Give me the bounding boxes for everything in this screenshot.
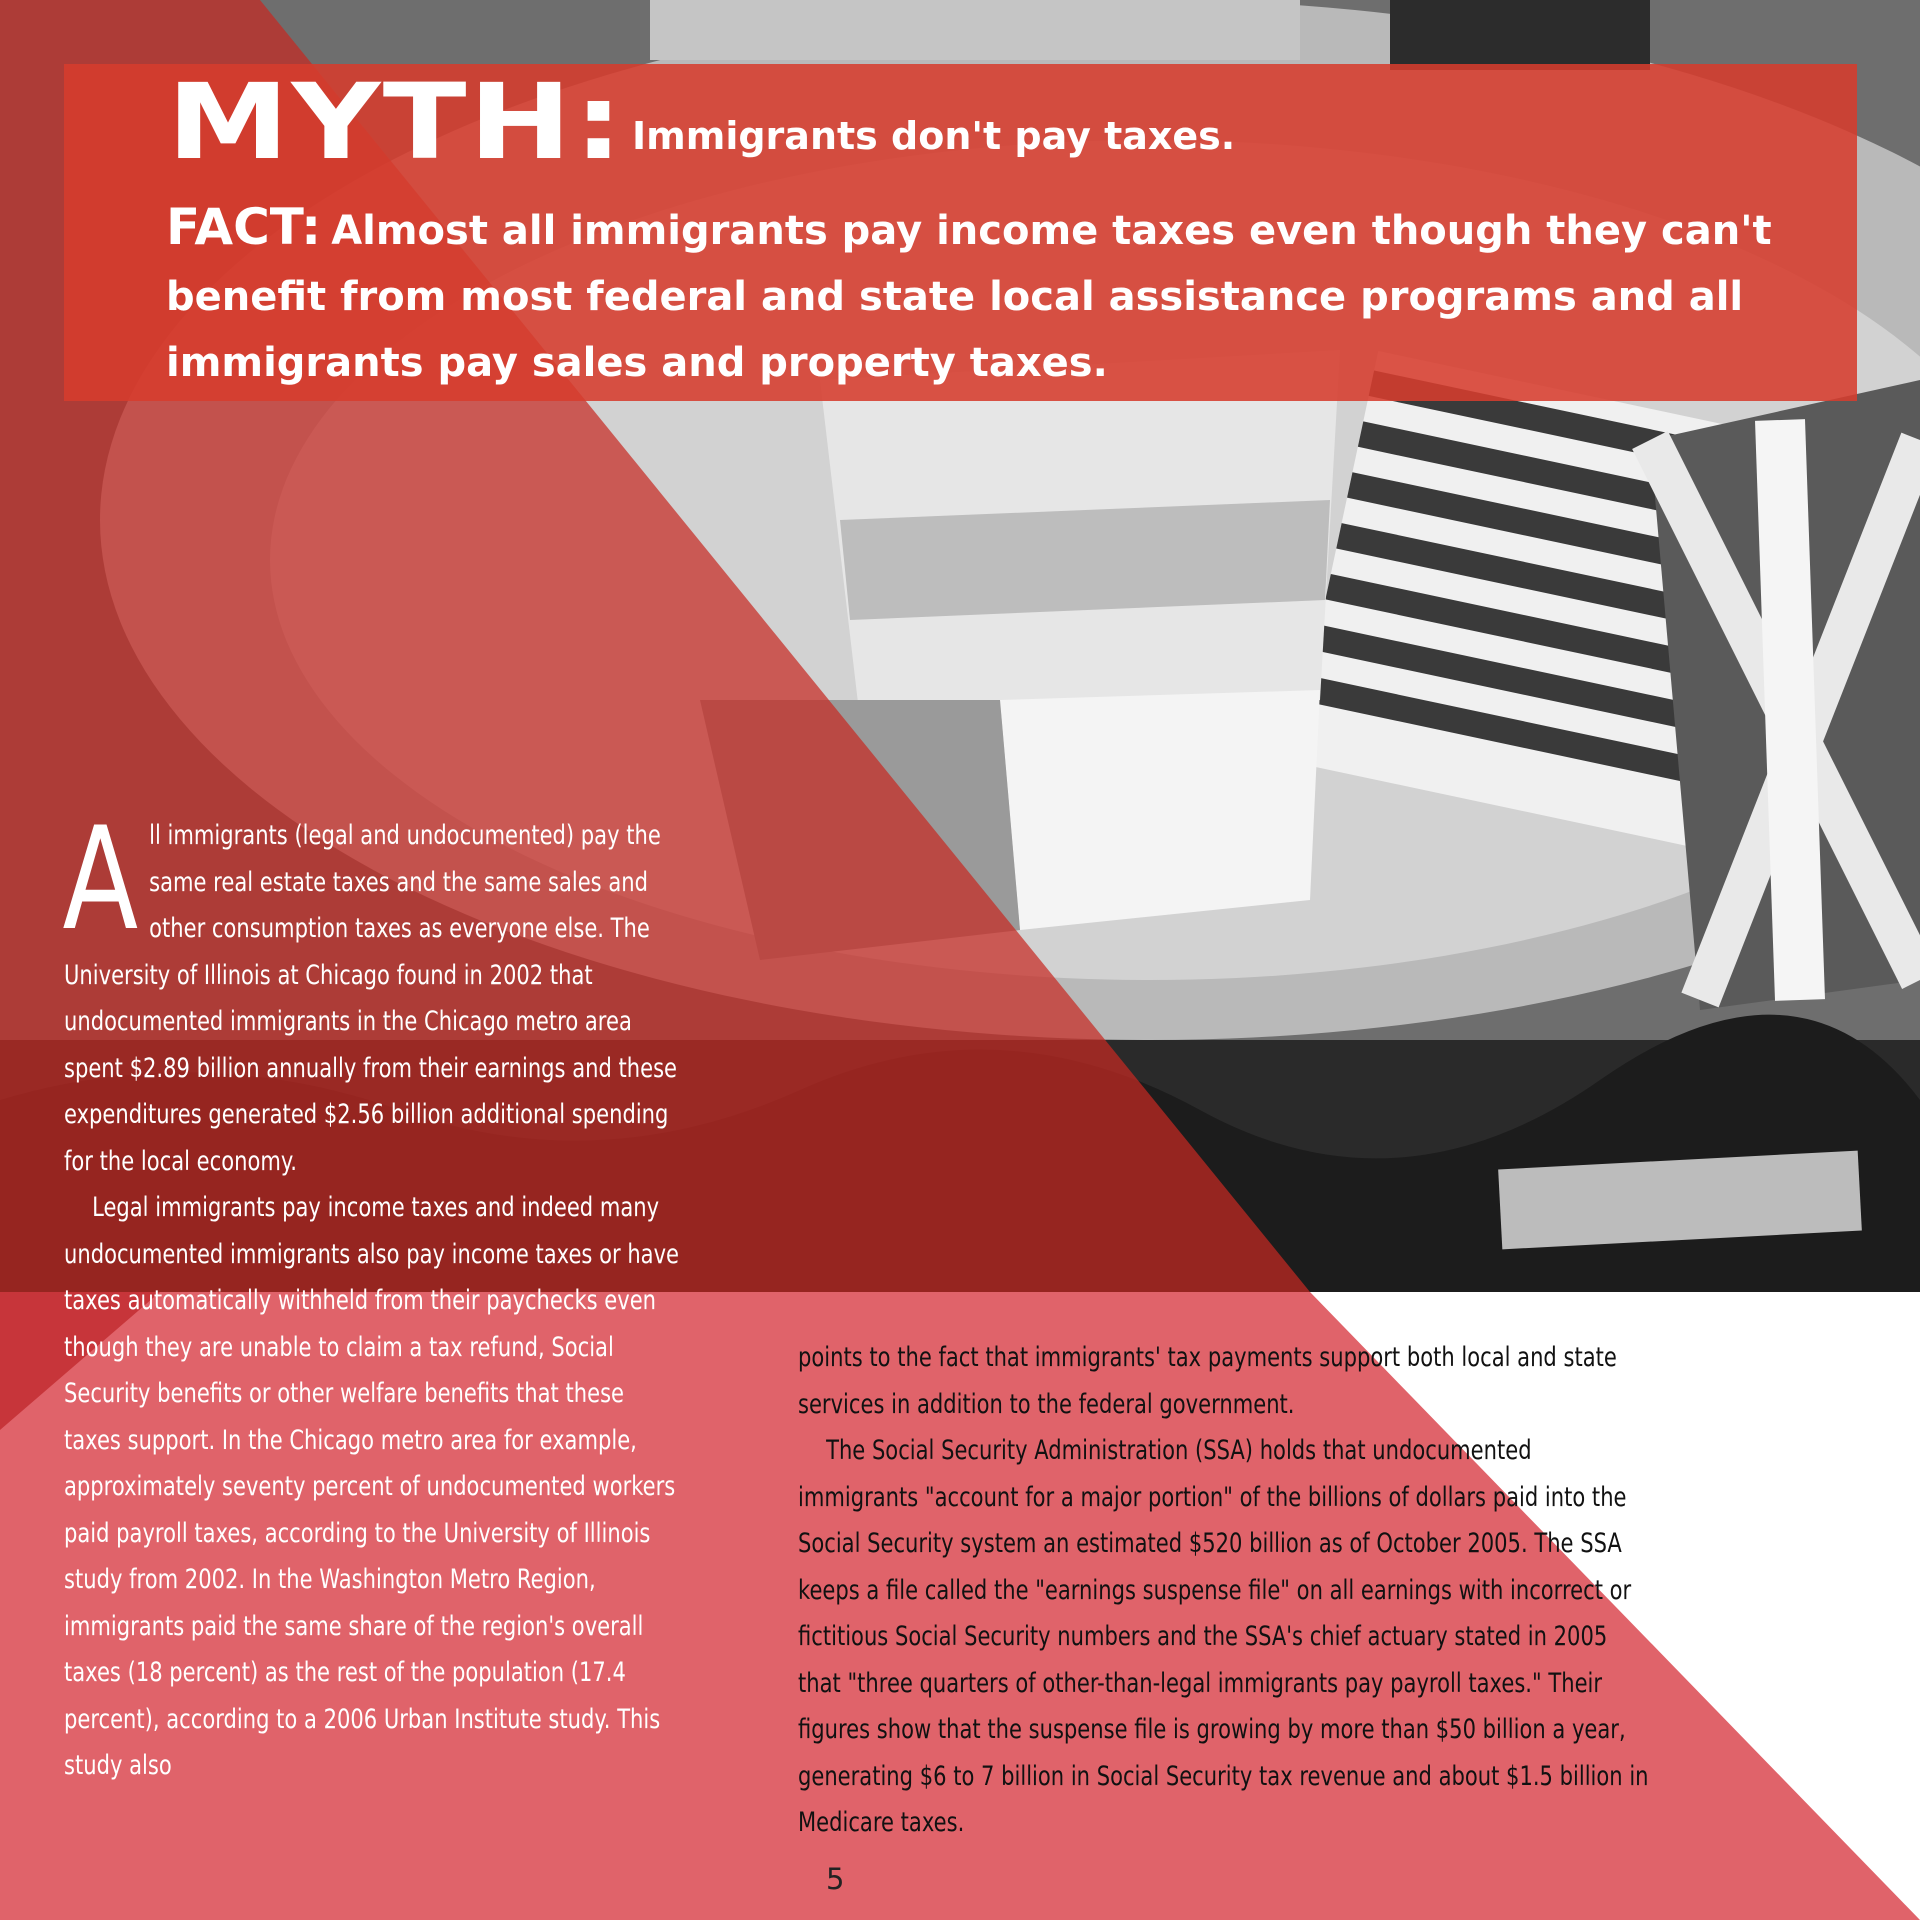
fact-statement: Almost all immigrants pay income taxes even though they can't benefit from most federal and state local assistance programs and all immigrants pay sales and property taxes. xyxy=(166,208,1772,386)
body-paragraph-4: The Social Security Administration (SSA) holds that undocumented immigrants "account for a major portion" of the billions of dollars paid into the Social Security system an estimated $520 billion as of October 2005. The SSA keeps a file called the "earnings suspense file" on all earnings with incorrect or fictitious Social Security numbers and the SSA's chief actuary stated in 2005 that "three quarters of other-than-legal immigrants pay payroll taxes." Their figures show that the suspense file is growing by more than $50 billion a year, generating $6 to 7 billion in Social Security tax revenue and about $1.5 billion in Medicare taxes. xyxy=(798,1435,1649,1838)
right-column xyxy=(798,1335,1656,1847)
fact-label: FACT: xyxy=(166,198,322,256)
myth-statement: Immigrants don't pay taxes. xyxy=(632,114,1236,158)
left-column xyxy=(62,797,684,1790)
body-paragraph-2: Legal immigrants pay income taxes and indeed many undocumented immigrants also pay income taxes or have taxes automatically withheld from their paychecks even though they are unable to claim a tax refund, Social Security benefits or other welfare benefits that these taxes support. In the Chicago metro area for example, approximately seventy percent of undocumented workers paid payroll taxes, according to the University of Illinois study from 2002. In the Washington Metro Region, immigrants paid the same share of the region's overall taxes (18 percent) as the rest of the population (17.4 percent), according to a 2006 Urban Institute study. This study also xyxy=(64,1192,679,1781)
myth-label: MYTH: xyxy=(167,61,626,183)
page-number: 5 xyxy=(826,1862,845,1896)
fact-block xyxy=(166,194,1806,396)
body-paragraph-1: ll immigrants (legal and undocumented) pay the same real estate taxes and the same sales and other consumption taxes as everyone else. The University of Illinois at Chicago found in 2002 that undocumented immigrants in the Chicago metro area spent $2.89 billion annually from their earnings and these expenditures generated $2.56 billion additional spending for the local economy. xyxy=(64,820,678,1177)
body-paragraph-3: points to the fact that immigrants' tax payments support both local and state services in addition to the federal government. xyxy=(798,1342,1617,1420)
drop-cap: A xyxy=(62,797,139,962)
